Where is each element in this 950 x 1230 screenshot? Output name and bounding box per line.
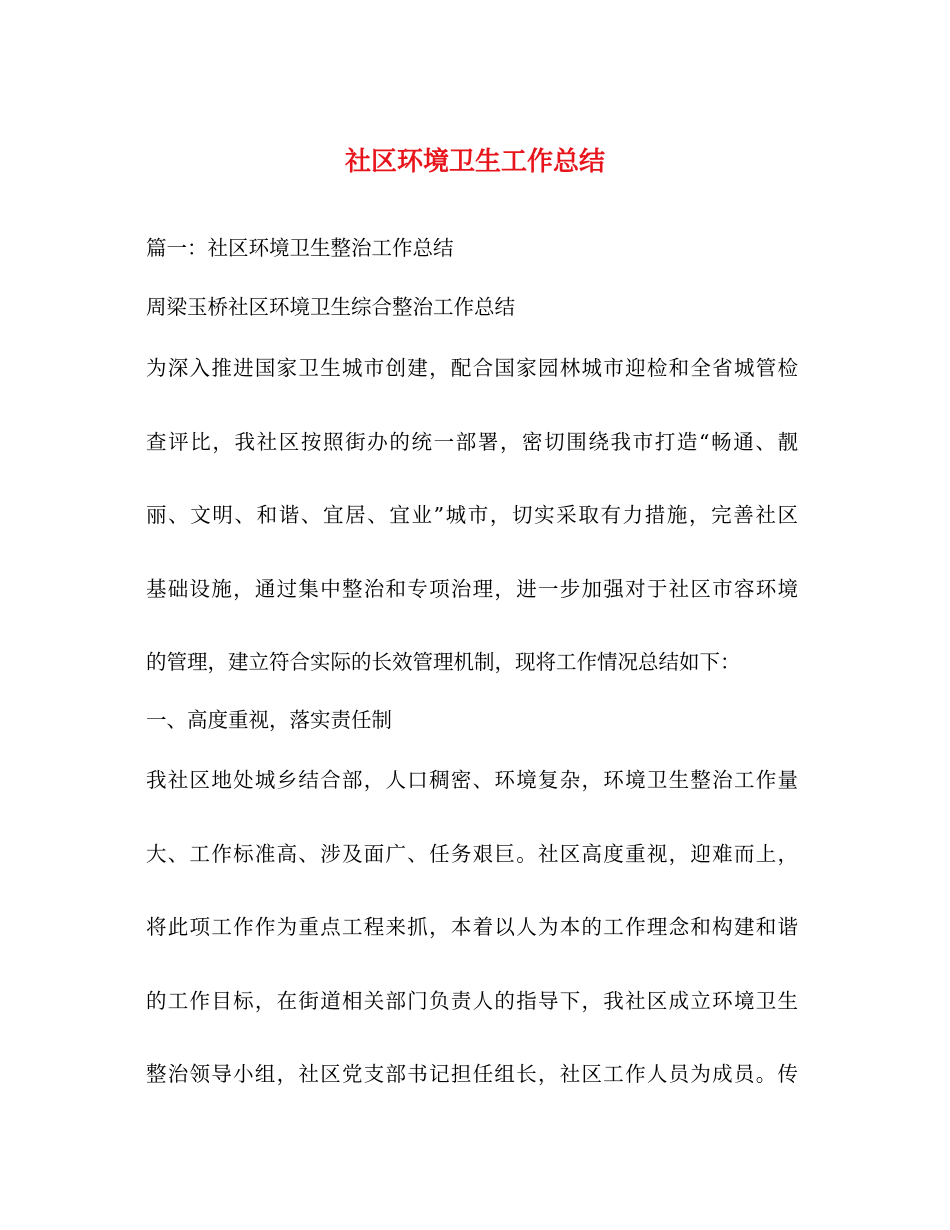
paragraph-line: 丽、文明、和谐、宜居、宜业”城市，切实采取有力措施，完善社区: [146, 503, 798, 527]
paragraph-line: 将此项工作作为重点工程来抓，本着以人为本的工作理念和构建和谐: [146, 915, 798, 939]
paragraph-line: 的工作目标，在街道相关部门负责人的指导下，我社区成立环境卫生: [146, 989, 798, 1013]
paragraph-line: 查评比，我社区按照街办的统一部署，密切围绕我市打造“畅通、靓: [146, 430, 798, 454]
subtitle-line: 周梁玉桥社区环境卫生综合整治工作总结: [146, 295, 515, 319]
section-heading-one: 一、高度重视，落实责任制: [146, 708, 392, 732]
paragraph-line: 的管理，建立符合实际的长效管理机制，现将工作情况总结如下：: [146, 650, 741, 674]
paragraph-line: 整治领导小组，社区党支部书记担任组长，社区工作人员为成员。传: [146, 1062, 798, 1086]
paragraph-line: 大、工作标准高、涉及面广、任务艰巨。社区高度重视，迎难而上，: [146, 842, 798, 866]
paragraph-line: 基础设施，通过集中整治和专项治理，进一步加强对于社区市容环境: [146, 577, 798, 601]
paragraph-line: 我社区地处城乡结合部，人口稠密、环境复杂，环境卫生整治工作量: [146, 768, 798, 792]
paragraph-line: 为深入推进国家卫生城市创建，配合国家园林城市迎检和全省城管检: [146, 356, 798, 380]
document-title: 社区环境卫生工作总结: [344, 147, 605, 177]
section-heading-part-one: 篇一：社区环境卫生整治工作总结: [146, 236, 454, 260]
